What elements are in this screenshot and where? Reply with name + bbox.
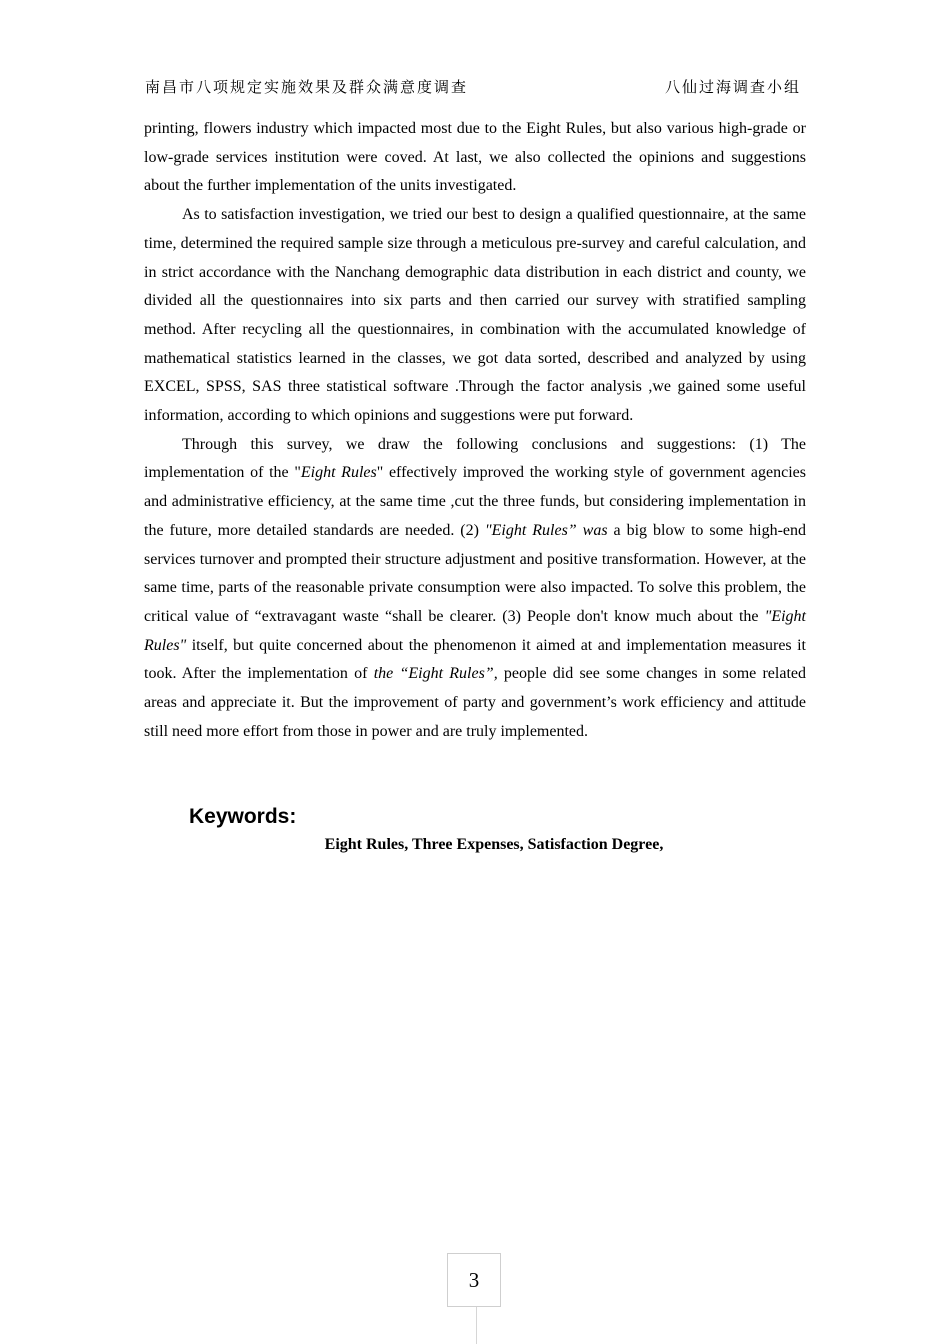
paragraph-3-text: itself, but quite concerned about the phenomenon it aimed at and implementation measures it took. After the implementation of (144, 636, 806, 683)
paragraph-3-text: Through this survey, we draw the following conclusions and suggestions: (1) The implementation of the " (144, 435, 806, 482)
emphasis-eight-rules: "Eight Rules” was (484, 521, 608, 539)
paragraph-1: printing, flowers industry which impacted most due to the Eight Rules, but also various high-grade or low-grade services institution were coved. At last, we also collected the opinions and suggestions about the further implementation of the units investigated. (144, 120, 806, 195)
paragraph-2: As to satisfaction investigation, we tried our best to design a qualified questionnaire, at the same time, determined the required sample size through a meticulous pre-survey and careful calculation, and in strict accordance with the Nanchang demographic data distribution in each district and county, we divided all the questionnaires into six parts and then carried our survey with stratified sampling method. After recycling all the questionnaires, in combination with the accumulated knowledge of mathematical statistics learned in the classes, we got data sorted, described and analyzed by using EXCEL, SPSS, SAS three statistical software .Through the factor analysis ,we gained some useful information, according to which opinions and suggestions were put forward. (144, 206, 806, 425)
paragraph-3 (144, 431, 806, 747)
page-number: 3 (447, 1253, 501, 1307)
abstract-body (144, 115, 806, 746)
keywords-list: Eight Rules, Three Expenses, Satisfaction Degree, (324, 836, 664, 853)
emphasis-eight-rules: Eight Rules (300, 464, 377, 482)
paragraph-3-text: a big blow to some high-end services turnover and prompted their structure adjustment and positive transformation. However, at the same time, parts of the reasonable private consumption were also impacted. To solve this problem, the critical value of “extravagant waste “shall be clearer. (3) People don't know much about the (144, 521, 806, 625)
emphasis-eight-rules: "Eight Rules" (144, 607, 806, 654)
emphasis-eight-rules: the “Eight Rules”, (373, 665, 498, 683)
paragraph-3-text: " effectively improved the working style of government agencies and administrative efficiency, at the same time ,cut the three funds, but considering implementation in the future, more detailed standards are needed. (2) (144, 464, 806, 539)
keywords-heading: Keywords: (189, 805, 297, 828)
paragraph-3-text: people did see some changes in some related areas and appreciate it. But the improvement of party and government’s work efficiency and attitude still need more effort from those in power and are truly implemented. (144, 665, 806, 740)
page-number-rule (476, 1307, 477, 1344)
running-header-group: 八仙过海调查小组 (665, 78, 802, 96)
running-header-title: 南昌市八项规定实施效果及群众满意度调查 (145, 78, 469, 96)
